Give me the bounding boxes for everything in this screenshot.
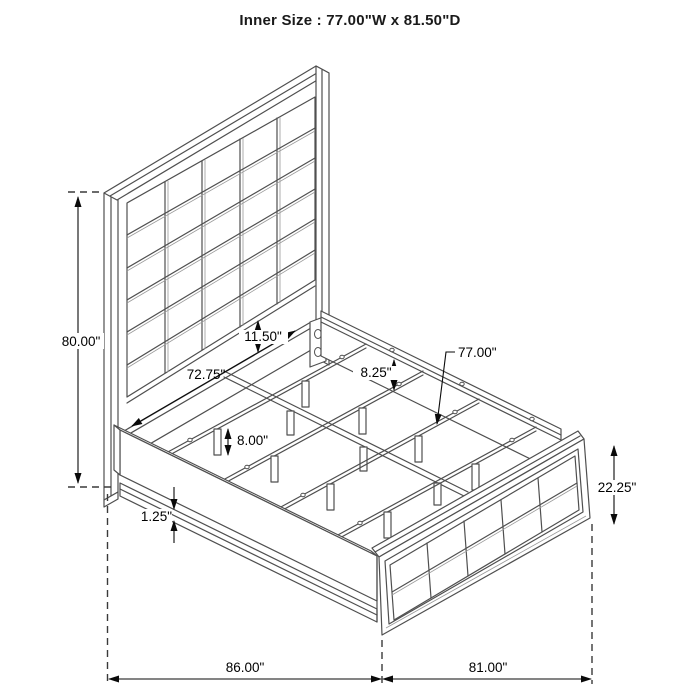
dim-slat-length: 77.00" <box>458 345 497 360</box>
dim-footboard-height: 22.25" <box>597 480 637 495</box>
dim-leg-height: 8.00" <box>237 433 269 448</box>
dim-panel-gap: 11.50" <box>244 329 282 344</box>
dim-rail-height: 8.25" <box>360 365 392 380</box>
diagram-title: Inner Size : 77.00"W x 81.50"D <box>239 12 461 29</box>
dim-overall-depth: 81.00" <box>468 660 508 675</box>
dim-overall-width: 86.00" <box>225 660 265 675</box>
dim-trim-height: 1.25" <box>140 509 172 524</box>
dim-headboard-height: 80.00" <box>61 334 101 349</box>
dim-headboard-width: 72.75" <box>186 367 226 382</box>
